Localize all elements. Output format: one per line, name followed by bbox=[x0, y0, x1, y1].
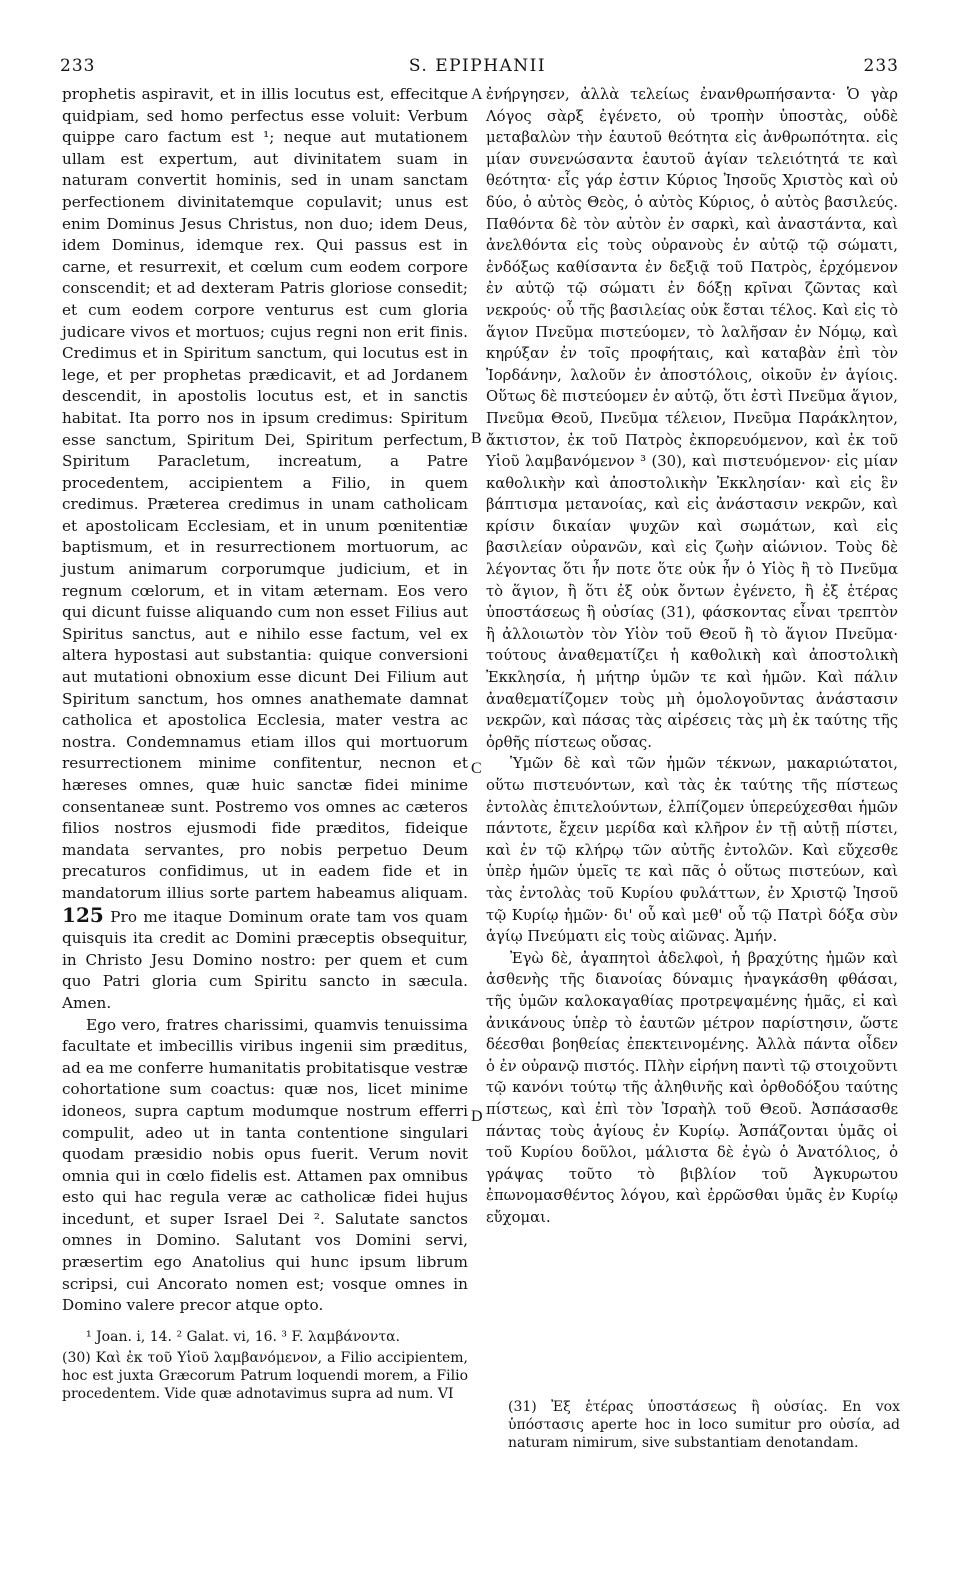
footnote-31: (31) Ἐξ ἑτέρας ὑποστάσεως ἢ οὐσίας. En vox ὑπόστασις aperte hoc in loco sumitur pro οὐσία, ad naturam nimirum, sive substantiam denotandam. bbox=[508, 1399, 900, 1451]
page-number-right: 233 bbox=[863, 56, 899, 76]
page-number-left: 233 bbox=[60, 56, 96, 76]
page-header bbox=[0, 52, 955, 82]
greek-column bbox=[486, 84, 898, 1228]
footnote-30: (30) Καὶ ἐκ τοῦ Υἱοῦ λαμβανόμενον, a Filio accipientem, hoc est juxta Græcorum Patrum loquendi morem, a Filio procedentem. Vide quæ adnotavimus supra ad num. VI bbox=[62, 1350, 468, 1402]
margin-letter-a: A bbox=[471, 86, 483, 103]
footnotes-left bbox=[62, 1328, 468, 1403]
column-number-marker: 125 bbox=[62, 902, 104, 927]
footnotes-right bbox=[508, 1398, 900, 1452]
margin-letter-c: C bbox=[471, 760, 482, 777]
greek-paragraph-1: ἐνήργησεν, ἀλλὰ τελείως ἐνανθρωπήσαντα· Ὁ γὰρ Λόγος σὰρξ ἐγένετο, οὐ τροπὴν ὑποστὰς, οὐδὲ μεταβαλὼν τὴν ἑαυτοῦ θεότητα εἰς ἀνθρωπότητα. εἰς μίαν συνενώσαντα ἑαυτοῦ ἁγίαν τελειότητά τε καὶ θεότητα· εἷς γάρ ἐστιν Κύριος Ἰησοῦς Χριστὸς καὶ οὐ δύο, ὁ αὐτὸς Θεὸς, ὁ αὐτὸς Κύριος, ὁ αὐτὸς βασιλεύς. Παθόντα δὲ τὸν αὐτὸν ἐν σαρκὶ, καὶ ἀναστάντα, καὶ ἀνελθόντα εἰς τοὺς οὐρανοὺς ἐν αὐτῷ τῷ σώματι, ἐνδόξως καθίσαντα ἐν δεξιᾷ τοῦ Πατρὸς, ἐρχόμενον ἐν αὐτῷ τῷ σώματι ἐν δόξῃ κρῖναι ζῶντας καὶ νεκρούς· οὗ τῆς βασιλείας οὐκ ἔσται τέλος. Καὶ εἰς τὸ ἅγιον Πνεῦμα πιστεύομεν, τὸ λαλῆσαν ἐν Νόμῳ, καὶ κηρύξαν ἐν τοῖς προφήταις, καὶ καταβὰν ἐπὶ τὸν Ἰορδάνην, λαλοῦν ἐν ἀποστόλοις, οἰκοῦν ἐν ἁγίοις. Οὕτως δὲ πιστεύομεν ἐν αὐτῷ, ὅτι ἐστὶ Πνεῦμα ἅγιον, Πνεῦμα Θεοῦ, Πνεῦμα τέλειον, Πνεῦμα Παράκλητον, ἄκτιστον, ἐκ τοῦ Πατρὸς ἐκπορευόμενον, καὶ ἐκ τοῦ Υἱοῦ λαμβανόμενον ³ (30), καὶ πιστευόμενον· εἰς μίαν καθολικὴν καὶ ἀποστολικὴν Ἐκκλησίαν· καὶ εἰς ἓν βάπτισμα μετανοίας, καὶ εἰς ἀνάστασιν νεκρῶν, καὶ κρίσιν δικαίαν ψυχῶν καὶ σωμάτων, καὶ εἰς βασιλείαν οὐρανῶν, καὶ εἰς ζωὴν αἰώνιον. Τοὺς δὲ λέγοντας ὅτι ἦν ποτε ὅτε οὐκ ἦν ὁ Υἱὸς ἢ τὸ Πνεῦμα τὸ ἅγιον, ἢ ὅτι ἐξ οὐκ ὄντων ἐγένετο, ἢ ἐξ ἑτέρας ὑποστάσεως ἢ οὐσίας (31), φάσκοντας εἶναι τρεπτὸν ἢ ἀλλοιωτὸν τὸν Υἱὸν τοῦ Θεοῦ ἢ τὸ ἅγιον Πνεῦμα· τούτους ἀναθεματίζει ἡ καθολικὴ καὶ ἀποστολικὴ Ἐκκλησία, ἡ μήτηρ ὑμῶν τε καὶ ἡμῶν. Καὶ πάλιν ἀναθεματίζομεν τοὺς μὴ ὁμολογοῦντας ἀνάστασιν νεκρῶν, καὶ πάσας τὰς αἱρέσεις τὰς μὴ ἐκ ταύτης τῆς ὀρθῆς πίστεως οὔσας. bbox=[486, 86, 898, 751]
running-title: S. EPIPHANII bbox=[408, 56, 547, 76]
latin-column bbox=[62, 84, 468, 1317]
greek-paragraph-3: Ἐγὼ δὲ, ἀγαπητοὶ ἀδελφοὶ, ἡ βραχύτης ἡμῶν καὶ ἀσθενὴς τῆς διανοίας δύναμις ἠναγκάσθη φθάσαι, τῆς ὑμῶν καλοκαγαθίας προτρεψαμένης ἡμᾶς, εἰ καὶ ἀνικάνους ὑπὲρ τὸ ἑαυτῶν μέτρον παρίστησιν, ὥστε δέεσθαι βοηθείας ἐπεκτεινομένης. Ἀλλὰ πάντα οἶδεν ὁ ἐν οὐρανῷ πιστός. Πλὴν εἰρήνη παντὶ τῷ στοιχοῦντι τῷ κανόνι τούτῳ τῆς ἀληθινῆς καὶ ὀρθοδόξου ταύτης πίστεως, καὶ ἐπὶ τὸν Ἰσραὴλ τοῦ Θεοῦ. Ἀσπάσασθε πάντας τοὺς ἁγίους ἐν Κυρίῳ. Ἀσπάζονται ὑμᾶς οἱ τοῦ Κυρίου δοῦλοι, μάλιστα δὲ ἐγὼ ὁ Ἀνατόλιος, ὁ γράψας τοῦτο τὸ βιβλίον τοῦ Ἀγκυρωτου ἐπωνομασθέντος λόγου, καὶ ἐρρῶσθαι ὑμᾶς ἐν Κυρίῳ εὔχομαι. bbox=[486, 949, 898, 1226]
latin-paragraph-1-tail: Pro me itaque Dominum orate tam vos quam quisquis ita credit ac Domini præceptis obsequitur, in Christo Jesu Domino nostro: per quem et cum quo Patri gloria cum Spiritu sancto in sæcula. Amen. bbox=[62, 907, 468, 1012]
margin-letter-d: D bbox=[471, 1108, 483, 1125]
latin-paragraph-2: Ego vero, fratres charissimi, quamvis tenuissima facultate et imbecillis viribus ingenii sim præditus, ad ea me conferre humanitatis probitatisque vestræ cohortatione sum coactus: quæ nos, licet minime idoneos, supra captum modumque nostrum efferri compulit, adeo ut in tanta contentione singulari quodam præsidio nobis opus fuerit. Verum novit omnia qui in cœlo fidelis est. Attamen pax omnibus esto qui hac regula veræ ac catholicæ fidei hujus incedunt, et super Israel Dei ². Salutate sanctos omnes in Domino. Salutant vos Domini servi, præsertim ego Anatolius qui hunc ipsum librum scripsi, cui Ancorato nomen est; vosque omnes in Domino valere precor atque opto. bbox=[62, 1015, 468, 1315]
latin-paragraph-1 bbox=[62, 84, 468, 1015]
margin-letter-b: B bbox=[471, 430, 482, 447]
latin-paragraph-1-text: prophetis aspiravit, et in illis locutus est, effecitque quidpiam, sed homo perfectus esse voluit: Verbum quippe caro factum est ¹; neque aut mutationem ullam est expertum, aut divinitatem suam in naturam convertit hominis, sed in unam sanctam perfectionem divinitatemque copulavit; unus est enim Dominus Jesus Christus, non duo; idem Deus, idem Dominus, idemque rex. Qui passus est in carne, et resurrexit, et cœlum cum eodem corpore conscendit; et ad dexteram Patris gloriose consedit; et cum eodem corpore venturus est cum gloria judicare vivos et mortuos; cujus regni non erit finis. Credimus et in Spiritum sanctum, qui locutus est in lege, et per prophetas prædicavit, et ad Jordanem descendit, in apostolis locutus est, et in sanctis habitat. Ita porro nos in ipsum credimus: Spiritum esse sanctum, Spiritum Dei, Spiritum perfectum, Spiritum Paracletum, increatum, a Patre procedentem, accipientem a Filio, in quem credimus. Præterea credimus in unam catholicam et apostolicam Ecclesiam, et in unum pœnitentiæ baptismum, et in resurrectionem mortuorum, ac justum animarum corporumque judicium, et in regnum cœlorum, et in vitam æternam. Eos vero qui dicunt fuisse aliquando cum non esset Filius aut Spiritus sanctus, aut e nihilo esse factum, vel ex altera hypostasi aut substantia: quique conversioni aut mutationi obnoxium esse dicunt Dei Filium aut Spiritum sanctum, hos omnes anathemate damnat catholica et apostolica Ecclesia, mater vestra ac nostra. Condemnamus etiam illos qui mortuorum resurrectionem minime confitentur, necnon et hæreses omnes, quæ huic sanctæ fidei minime consentaneæ sunt. Postremo vos omnes ac cæteros filios nostros ejusmodi fide præditos, fideique mandata servantes, pro nobis perpetuo Deum precaturos confidimus, ut in eadem fide et in mandatorum illius sorte partem habeamus aliquam. bbox=[62, 85, 468, 902]
greek-paragraph-2: Ὑμῶν δὲ καὶ τῶν ἡμῶν τέκνων, μακαριώτατοι, οὕτω πιστευόντων, καὶ τὰς ἐκ ταύτης τῆς πίστεως ἐντολὰς ἐπιτελούντων, ἐλπίζομεν ὑπερεύχεσθαι ἡμῶν πάντοτε, ἔχειν μερίδα καὶ κλῆρον ἐν τῇ αὐτῇ πίστει, καὶ ἐν τῷ κλήρῳ τῶν αὐτῆς ἐντολῶν. Καὶ εὔχεσθε ὑπὲρ ἡμῶν ὑμεῖς τε καὶ πᾶς ὁ οὕτως πιστεύων, καὶ τὰς ἐντολὰς τοῦ Κυρίου φυλάττων, ἐν Χριστῷ Ἰησοῦ τῷ Κυρίῳ ἡμῶν· δι' οὗ καὶ μεθ' οὗ τῷ Πατρὶ δόξα σὺν ἁγίῳ Πνεύματι εἰς τοὺς αἰῶνας. Ἀμήν. bbox=[486, 755, 898, 946]
scripture-references: ¹ Joan. i, 14. ² Galat. vi, 16. ³ F. λαμβάνοντα. bbox=[86, 1329, 400, 1345]
